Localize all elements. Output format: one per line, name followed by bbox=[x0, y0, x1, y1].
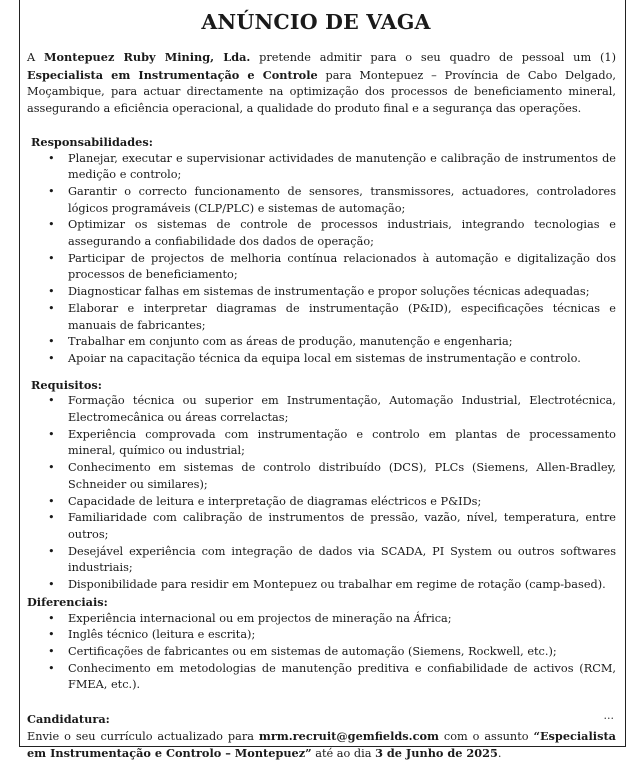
application-text-1: Envie o seu currículo actualizado para bbox=[27, 729, 259, 743]
application-text-4: . bbox=[497, 747, 502, 761]
list-item: • Inglês técnico (leitura e escrita); bbox=[68, 627, 616, 644]
intro-text-3: para Montepuez – Província de Cabo Delgado, Moçambique, para actuar directamente na optimização dos processos de beneficiamento mineral, assegurando a eficiência operacional, a qualidade do produto final e a segurança das operações. bbox=[27, 68, 616, 116]
list-item: • Apoiar na capacitação técnica da equipa local em sistemas de instrumentação e controlo. bbox=[68, 351, 616, 368]
page-title: ANÚNCIO DE VAGA bbox=[201, 10, 431, 34]
list-item: • Disponibilidade para residir em Montepuez ou trabalhar em regime de rotação (camp-based). bbox=[68, 577, 616, 594]
application-heading: Candidatura: bbox=[27, 712, 110, 727]
announcement-body bbox=[27, 49, 616, 763]
list-item: • Optimizar os sistemas de controle de processos industriais, integrando tecnologias e assegurando a confiabilidade dos dados de operação; bbox=[68, 217, 616, 250]
list-item: • Elaborar e interpretar diagramas de instrumentação (P&ID), especificações técnicas e manuais de fabricantes; bbox=[68, 301, 616, 334]
list-item: • Garantir o correcto funcionamento de sensores, transmissores, actuadores, controladores lógicos programáveis (CLP/PLC) e sistemas de automação; bbox=[68, 184, 616, 217]
list-item: • Capacidade de leitura e interpretação de diagramas eléctricos e P&IDs; bbox=[68, 494, 616, 511]
application-email: mrm.recruit@gemfields.com bbox=[258, 728, 439, 743]
application-deadline: 3 de Junho de 2025 bbox=[375, 746, 498, 761]
list-item: • Experiência comprovada com instrumentação e controlo em plantas de processamento mineral, químico ou industrial; bbox=[68, 427, 616, 460]
list-item: • Experiência internacional ou em projectos de mineração na África; bbox=[68, 611, 616, 628]
list-item: • Familiaridade com calibração de instrumentos de pressão, vazão, nível, temperatura, entre outros; bbox=[68, 510, 616, 543]
responsibilities-list bbox=[27, 151, 616, 368]
application-subject: “Especialista em Instrumentação e Controlo – Montepuez” bbox=[27, 728, 616, 761]
list-item: • Planejar, executar e supervisionar actividades de manutenção e calibração de instrumentos de medição e controlo; bbox=[68, 151, 616, 184]
application-paragraph bbox=[27, 728, 616, 763]
intro-paragraph bbox=[27, 49, 616, 118]
responsibilities-heading: Responsabilidades: bbox=[31, 134, 153, 149]
differentials-heading: Diferenciais: bbox=[27, 594, 108, 609]
list-item: • Diagnosticar falhas em sistemas de instrumentação e propor soluções técnicas adequadas; bbox=[68, 284, 616, 301]
list-item: • Conhecimento em metodologias de manutenção preditiva e confiabilidade de activos (RCM, FMEA, etc.). bbox=[68, 661, 616, 694]
list-item: • Certificações de fabricantes ou em sistemas de automação (Siemens, Rockwell, etc.); bbox=[68, 644, 616, 661]
company-name: Montepuez Ruby Mining, Lda. bbox=[43, 50, 251, 64]
position-name: Especialista em Instrumentação e Controle bbox=[27, 67, 318, 82]
application-text-2: com o assunto bbox=[438, 729, 534, 743]
continuation-ellipsis: ... bbox=[603, 709, 614, 723]
list-item: • Trabalhar em conjunto com as áreas de produção, manutenção e engenharia; bbox=[68, 334, 616, 351]
list-item: • Conhecimento em sistemas de controlo distribuído (DCS), PLCs (Siemens, Allen-Bradley, Schneider ou similares); bbox=[68, 460, 616, 493]
requirements-heading: Requisitos: bbox=[31, 377, 102, 392]
requirements-list bbox=[27, 393, 616, 593]
differentials-list bbox=[27, 611, 616, 695]
application-text-3: até ao dia bbox=[311, 747, 376, 761]
list-item: • Participar de projectos de melhoria contínua relacionados à automação e digitalização dos processos de beneficiamento; bbox=[68, 251, 616, 284]
list-item: • Desejável experiência com integração de dados via SCADA, PI System ou outros softwares industriais; bbox=[68, 544, 616, 577]
intro-text-1: A bbox=[27, 51, 44, 64]
list-item: • Formação técnica ou superior em Instrumentação, Automação Industrial, Electrotécnica, Electromecânica ou áreas correlactas; bbox=[68, 393, 616, 426]
intro-text-2: pretende admitir para o seu quadro de pessoal um (1) bbox=[250, 51, 616, 64]
